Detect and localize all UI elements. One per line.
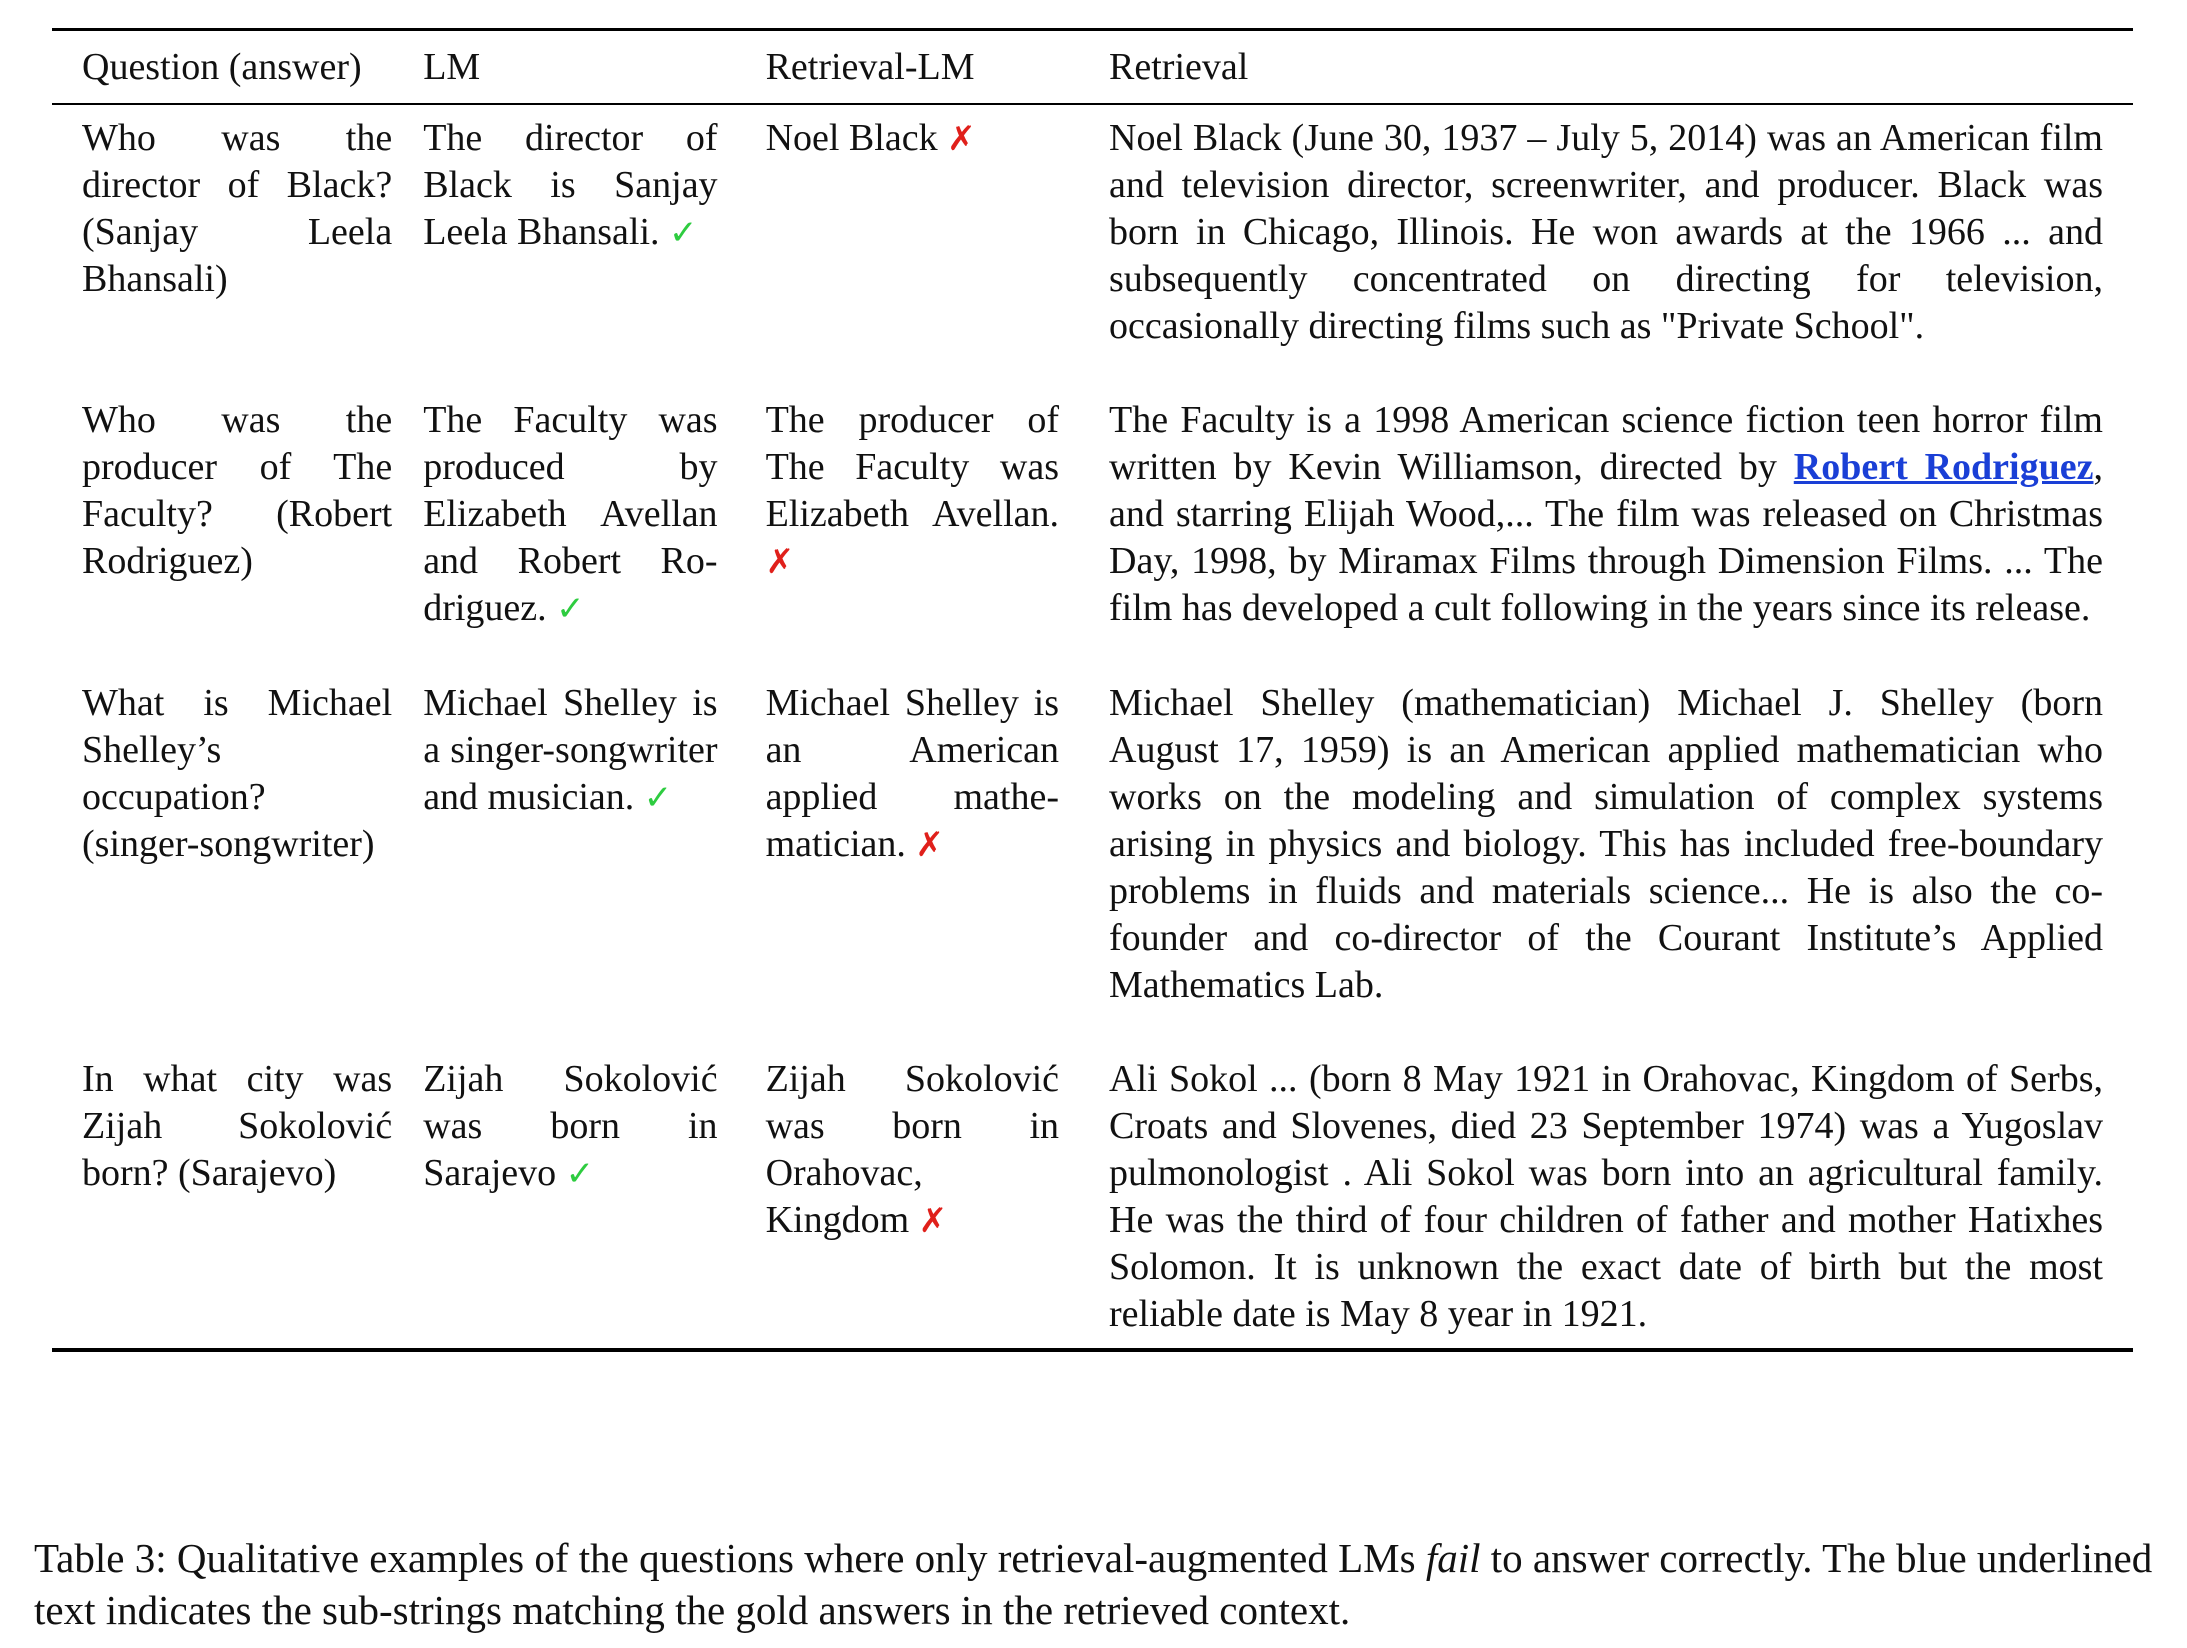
header-question: Question (answer) (82, 46, 362, 88)
header-retrieval: Retrieval (1109, 46, 1249, 88)
question-cell: What is Michael Shelley’s occupation? (singer-songwriter) (82, 682, 393, 865)
retrieval-lm-cell (766, 670, 1109, 1046)
check-mark-icon: ✓ (565, 1154, 595, 1194)
gold-answer-match: Robert Rodriguez (1793, 446, 2094, 488)
lm-answer: Zijah Sokolović was born in Sarajevo (423, 1058, 718, 1194)
cross-mark-icon: ✗ (947, 119, 976, 159)
table-row (52, 387, 2133, 670)
check-mark-icon: ✓ (556, 589, 585, 629)
caption-text: Qualitative examples of the questions where only retrieval-augmented LMs (176, 1535, 1416, 1581)
question-cell: In what city was Zijah Sokolović born? (Sarajevo) (82, 1058, 393, 1194)
lm-cell (423, 1046, 765, 1348)
question-cell: Who was the producer of The Faculty? (Robert Rodriguez) (82, 399, 393, 582)
cross-mark-icon: ✗ (918, 1201, 948, 1241)
question-cell: Who was the director of Black? (Sanjay Leela Bhansali) (82, 117, 393, 300)
lm-cell (423, 670, 765, 1046)
header-row (52, 31, 2133, 103)
retrieval-cell (1109, 105, 2133, 387)
qualitative-examples-table (52, 31, 2133, 1348)
table-row (52, 105, 2133, 387)
retrieval-cell (1109, 387, 2133, 670)
retrieval-lm-cell (766, 1046, 1109, 1348)
check-mark-icon: ✓ (643, 778, 673, 818)
header-lm: LM (423, 46, 481, 88)
bottom-rule (52, 1348, 2133, 1352)
cross-mark-icon: ✗ (915, 825, 944, 865)
table-caption (34, 1532, 2154, 1636)
retrieval-text: Ali Sokol ... (born 8 May 1921 in Orahovac, Kingdom of Serbs, Croats and Slovenes, died 23 September 1974) was a Yugoslav pulmonologist . Ali Sokol was born into an agricultural family. He was the third of four children of father and mother Hatixhes Solomon. It is unknown the exact date of birth but the most reliable date is May 8 year in 1921. (1109, 1058, 2103, 1335)
retrieval-text: Michael Shelley (mathematician) Michael J. Shelley (born August 17, 1959) is an American applied mathematician who works on the modeling and simulation of complex systems arising in physics and biology. This has included free-boundary problems in fluids and materials science... He is also the co-founder and co-director of the Courant Institute’s Applied Mathematics Lab. (1109, 682, 2103, 1006)
lm-answer: Michael Shelley is a singer-songwriter and musician. (423, 682, 718, 818)
results-table-container (52, 28, 2133, 1352)
table-row (52, 670, 2133, 1046)
retrieval-lm-answer: Noel Black (765, 117, 938, 159)
retrieval-cell (1109, 1046, 2133, 1348)
table-row (52, 1046, 2133, 1348)
lm-cell (423, 387, 765, 670)
retrieval-lm-cell (766, 105, 1109, 387)
retrieval-lm-answer: Michael Shelley is an American applied mathematician. (765, 682, 1060, 865)
retrieval-lm-answer: The producer of The Faculty was Elizabeth Avellan. (765, 399, 1060, 535)
retrieval-lm-cell (766, 387, 1109, 670)
lm-answer: The Faculty was produced by Elizabeth Avellan and Robert Rodriguez. (423, 399, 718, 629)
check-mark-icon: ✓ (669, 213, 698, 253)
retrieval-text-continued: , and starring Elijah Wood,... The film was released on Christmas Day, 1998, by Miramax Films through Dimension Films. ... The film has developed a cult following in the years since its release. (1109, 446, 2103, 629)
caption-text-continued: to answer correctly. The blue underlined text indicates the sub-strings matching the gold answers in the retrieved context. (34, 1535, 2153, 1633)
cross-mark-icon: ✗ (765, 542, 795, 582)
retrieval-text: Noel Black (June 30, 1937 – July 5, 2014) was an American film and television director, screenwriter, and producer. Black was born in Chicago, Illinois. He won awards at the 1966 ... and subsequently concentrated on directing for television, occasionally directing films such as "Private School". (1109, 117, 2103, 347)
retrieval-text: The Faculty is a 1998 American science fiction teen horror film written by Kevin Williamson, directed by (1109, 399, 2103, 488)
caption-emphasis: fail (1425, 1535, 1481, 1581)
lm-answer: The director of Black is Sanjay Leela Bhansali. (423, 117, 718, 253)
caption-label: Table 3: (34, 1535, 167, 1581)
retrieval-cell (1109, 670, 2133, 1046)
retrieval-lm-answer: Zijah Sokolović was born in Orahovac, Kingdom (765, 1058, 1060, 1241)
lm-cell (423, 105, 765, 387)
header-retrieval-lm: Retrieval-LM (765, 46, 975, 88)
